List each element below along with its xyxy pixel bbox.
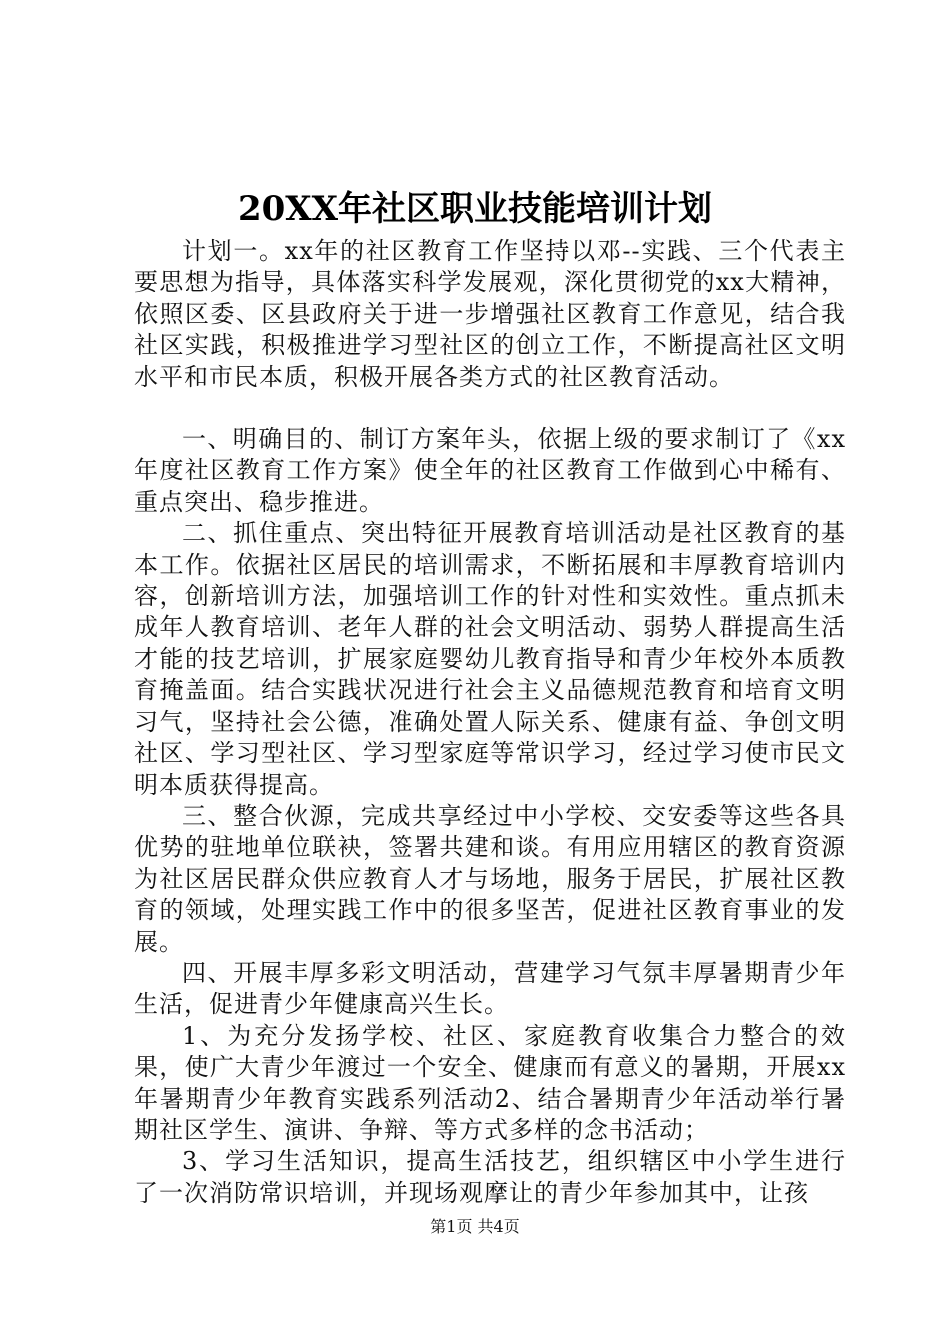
paragraph-item-1: 1、为充分发扬学校、社区、家庭教育收集合力整合的效果，使广大青少年渡过一个安全、健康而有意义的暑期，开展xx年暑期青少年教育实践系列活动2、结合暑期青少年活动举行暑期社区学生、演讲、争辩、等方式多样的念书活动； [134,1021,846,1144]
document-title: 20XX年社区职业技能培训计划 [237,189,713,229]
paragraph-section-3: 三、整合伙源，完成共享经过中小学校、交安委等这些各具优势的驻地单位联袂，签署共建和谈。有用应用辖区的教育资源为社区居民群众供应教育人才与场地，服务于居民，扩展社区教育的领域，处理实践工作中的很多坚苦，促进社区教育事业的发展。 [134,801,846,956]
paragraph-section-4: 四、开展丰厚多彩文明活动，营建学习气氛丰厚暑期青少年生活，促进青少年健康高兴生长。 [134,958,846,1019]
paragraph-section-1: 一、明确目的、制订方案年头，依据上级的要求制订了《xx年度社区教育工作方案》使全年的社区教育工作做到心中稀有、重点突出、稳步推进。 [134,425,846,516]
paragraph-item-3: 3、学习生活知识，提高生活技艺，组织辖区中小学生进行了一次消防常识培训，并现场观摩让的青少年参加其中，让孩 [134,1147,846,1207]
page-number-footer: 第1页 共4页 [430,1217,520,1236]
document-body [134,236,846,1209]
paragraph-section-2: 二、抓住重点、突出特征开展教育培训活动是社区教育的基本工作。依据社区居民的培训需求，不断拓展和丰厚教育培训内容，创新培训方法，加强培训工作的针对性和实效性。重点抓未成年人教育培训、老年人群的社会文明活动、弱势人群提高生活才能的技艺培训，扩展家庭婴幼儿教育指导和青少年校外本质教育掩盖面。结合实践状况进行社会主义品德规范教育和培育文明习气，坚持社会公德，准确处置人际关系、健康有益、争创文明社区、学习型社区、学习型家庭等常识学习，经过学习使市民文明本质获得提高。 [134,519,846,799]
paragraph-intro: 计划一。xx年的社区教育工作坚持以邓--实践、三个代表主要思想为指导，具体落实科学发展观，深化贯彻党的xx大精神，依照区委、区县政府关于进一步增强社区教育工作意见，结合我社区实践，积极推进学习型社区的创立工作，不断提高社区文明水平和市民本质，积极开展各类方式的社区教育活动。 [134,237,846,391]
